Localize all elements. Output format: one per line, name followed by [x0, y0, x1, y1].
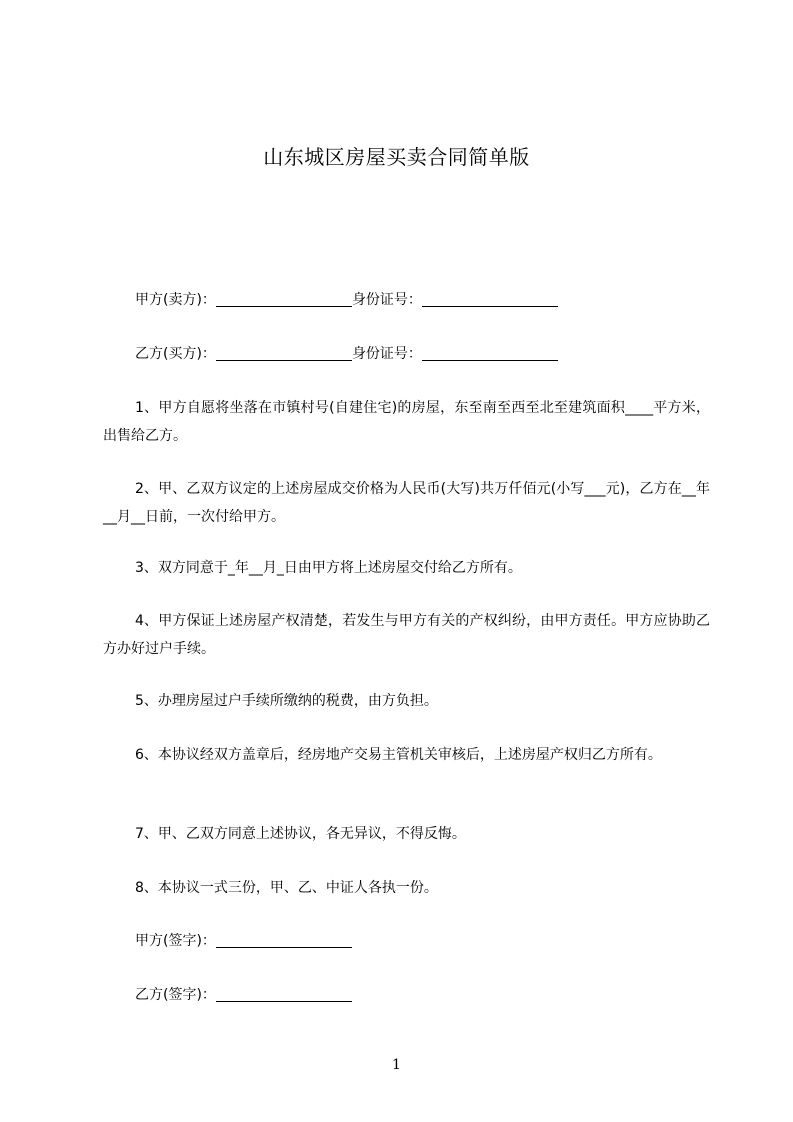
clause-7: 7、甲、乙双方同意上述协议，各无异议，不得反悔。: [135, 826, 466, 842]
party-b-label: 乙方(买方)：: [135, 346, 216, 362]
party-b-id-blank: [422, 344, 558, 361]
party-a-name-blank: [216, 290, 352, 307]
party-b-sign-label: 乙方(签字)：: [135, 987, 216, 1003]
party-a-id-blank: [422, 290, 558, 307]
party-b-signature-blank: [216, 985, 352, 1002]
party-a-line: [135, 286, 558, 314]
party-a-signature-blank: [216, 931, 352, 948]
party-a-label: 甲方(卖方)：: [135, 292, 216, 308]
clause-2: 2、甲、乙双方议定的上述房屋成交价格为人民币(大写)共万仟佰元(小写___元)，乙方在__年__月__日前，一次付给甲方。: [103, 481, 710, 525]
party-b-signature-line: [135, 981, 352, 1009]
clause-4: 4、甲方保证上述房屋产权清楚，若发生与甲方有关的产权纠纷，由甲方责任。甲方应协助乙方办好过户手续。: [103, 613, 710, 657]
clause-3: 3、双方同意于_年__月_日由甲方将上述房屋交付给乙方所有。: [135, 560, 522, 576]
clause-5: 5、办理房屋过户手续所缴纳的税费，由方负担。: [135, 693, 438, 709]
page-number: 1: [392, 1057, 401, 1073]
party-b-id-label: 身份证号：: [351, 346, 422, 362]
clause-1: 1、甲方自愿将坐落在市镇村号(自建住宅)的房屋，东至南至西至北至建筑面积____平方米，出售给乙方。: [103, 400, 710, 444]
party-a-sign-label: 甲方(签字)：: [135, 933, 216, 949]
party-b-name-blank: [216, 344, 352, 361]
clause-6: 6、本协议经双方盖章后，经房地产交易主管机关审核后，上述房屋产权归乙方所有。: [135, 747, 662, 763]
clause-8: 8、本协议一式三份，甲、乙、中证人各执一份。: [135, 880, 438, 896]
party-b-line: [135, 340, 558, 368]
document-title: 山东城区房屋买卖合同简单版: [263, 145, 530, 169]
party-a-id-label: 身份证号：: [351, 292, 422, 308]
party-a-signature-line: [135, 927, 352, 955]
